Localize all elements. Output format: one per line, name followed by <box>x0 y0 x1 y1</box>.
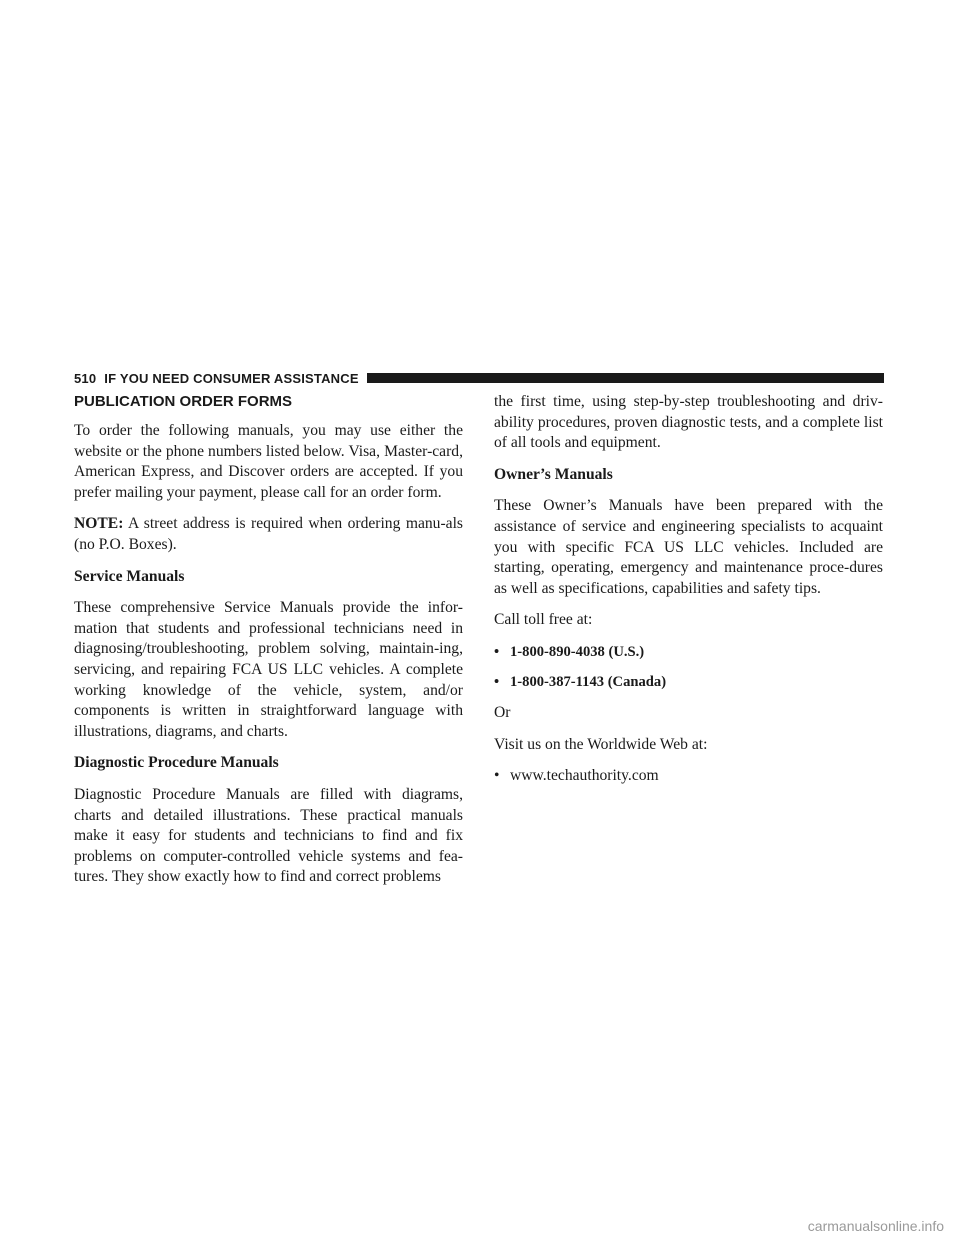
note-text: A street address is required when ordering manu-als (no P.O. Boxes). <box>74 515 463 553</box>
call-label: Call toll free at: <box>494 611 593 629</box>
section-title: IF YOU NEED CONSUMER ASSISTANCE <box>104 370 359 386</box>
note-paragraph <box>74 514 463 555</box>
phone-canada <box>494 672 883 693</box>
website-link[interactable]: www.techauthority.com <box>510 767 659 785</box>
diagnostic-manuals-paragraph: Diagnostic Procedure Manuals are filled with diagrams, charts and detailed illustrations. These practical manuals make it easy for students and technicians to find and fix problems on computer-controlled vehicle systems and fea-tures. They show exactly how to find and correct problems <box>74 785 463 886</box>
website-item <box>494 766 883 787</box>
continued-paragraph: the first time, using step-by-step troubleshooting and driv-ability procedures, proven diagnostic tests, and a complete list of all tools and equipment. <box>494 393 883 452</box>
header-rule <box>367 373 884 383</box>
bullet-icon: • <box>494 673 500 690</box>
page-number: 510 <box>74 370 97 386</box>
page-title: PUBLICATION ORDER FORMS <box>74 393 293 410</box>
phone-canada-text: 1-800-387-1143 (Canada) <box>510 673 667 690</box>
or-text: Or <box>494 704 511 722</box>
owners-manuals-heading: Owner’s Manuals <box>494 465 613 483</box>
note-label: NOTE: <box>74 515 124 533</box>
phone-us-text: 1-800-890-4038 (U.S.) <box>510 643 645 660</box>
phone-us <box>494 642 883 663</box>
owners-manuals-paragraph: These Owner’s Manuals have been prepared with the assistance of service and engineering specialists to acquaint you with specific FCA US LLC vehicles. Included are starting, operating, emergency and maintenance proce-dures as well as specifications, capabilities and safety tips. <box>494 497 883 597</box>
right-column <box>494 392 883 798</box>
watermark: carmanualsonline.info <box>807 1218 944 1234</box>
service-manuals-paragraph: These comprehensive Service Manuals provide the infor-mation that students and professional technicians need in diagnosing/troubleshooting, problem solving, maintain-ing, servicing, and repairing FCA US LLC vehicles. A complete working knowledge of the vehicle, system, and/or components is written in straightforward language with illustrations, diagrams, and charts. <box>74 599 463 740</box>
website-list <box>494 766 883 787</box>
visit-label: Visit us on the Worldwide Web at: <box>494 735 708 753</box>
intro-paragraph: To order the following manuals, you may use either the website or the phone numbers listed below. Visa, Master-card, American Express, and Discover orders are accepted. If you prefer mailing your payment, please call for an order form. <box>74 422 463 501</box>
left-column <box>74 392 463 899</box>
bullet-icon: • <box>494 767 500 785</box>
diagnostic-manuals-heading: Diagnostic Procedure Manuals <box>74 754 279 772</box>
service-manuals-heading: Service Manuals <box>74 567 185 585</box>
bullet-icon: • <box>494 643 500 660</box>
phone-list <box>494 642 883 692</box>
page-header <box>74 370 884 386</box>
